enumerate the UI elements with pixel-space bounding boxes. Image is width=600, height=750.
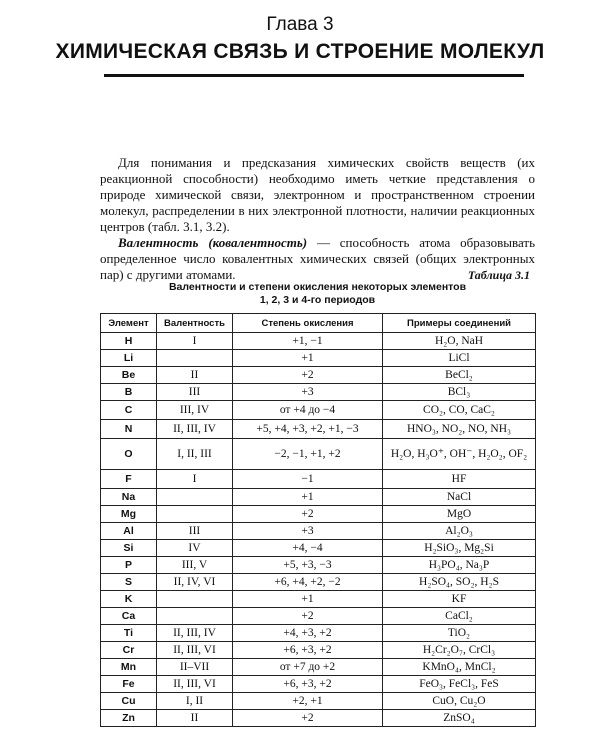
cell-valence (157, 591, 233, 608)
cell-examples: TiO₂ (383, 625, 536, 642)
cell-element: Li (101, 350, 157, 367)
cell-examples: H₂Cr₂O₇, CrCl₃ (383, 642, 536, 659)
chapter-number: Глава 3 (266, 14, 334, 35)
valence-table (100, 313, 536, 727)
cell-valence: I, II (157, 693, 233, 710)
cell-examples: NaCl (383, 489, 536, 506)
table-row (101, 659, 536, 676)
table-caption-line: Валентности и степени окисления некоторых элементов (168, 281, 467, 293)
cell-valence: III, V (157, 557, 233, 574)
cell-examples: CO₂, CO, CaC₂ (383, 401, 536, 420)
table-row (101, 439, 536, 470)
cell-oxidation-state: +2 (233, 367, 383, 384)
cell-examples: KF (383, 591, 536, 608)
table-row (101, 574, 536, 591)
cell-valence: III, IV (157, 401, 233, 420)
cell-oxidation-state: +3 (233, 523, 383, 540)
intro-paragraph: Для понимания и предсказания химических свойств веществ (их реакционной способности) необходимо иметь четкие представления о природе химической связи, электронном и пространственном строении молекул, распределении в них электронной плотности, наличии реакционных центров (табл. 3.1, 3.2). (100, 155, 535, 234)
cell-examples: LiCl (383, 350, 536, 367)
cell-valence: II, III, VI (157, 642, 233, 659)
table-row (101, 401, 536, 420)
cell-oxidation-state: +2, +1 (233, 693, 383, 710)
cell-examples: CaCl₂ (383, 608, 536, 625)
cell-oxidation-state: +6, +3, +2 (233, 676, 383, 693)
cell-examples: H₂O, H₃O⁺, OH⁻, H₂O₂, OF₂ (383, 439, 536, 470)
cell-examples: Al₂O₃ (383, 523, 536, 540)
cell-oxidation-state: +1 (233, 591, 383, 608)
cell-oxidation-state: от +4 до −4 (233, 401, 383, 420)
table-row (101, 608, 536, 625)
table-row (101, 642, 536, 659)
table-row (101, 420, 536, 439)
table-row (101, 693, 536, 710)
valence-term: Валентность (ковалентность) (118, 235, 308, 250)
cell-element: Cr (101, 642, 157, 659)
cell-element: C (101, 401, 157, 420)
cell-valence: I (157, 470, 233, 489)
cell-oxidation-state: +2 (233, 506, 383, 523)
cell-element: O (101, 439, 157, 470)
cell-valence: I (157, 333, 233, 350)
cell-oxidation-state: +5, +4, +3, +2, +1, −3 (233, 420, 383, 439)
cell-oxidation-state: +2 (233, 710, 383, 727)
cell-examples: HNO₃, NO₂, NO, NH₃ (383, 420, 536, 439)
table-label: Таблица 3.1 (467, 268, 530, 282)
cell-oxidation-state: +1, −1 (233, 333, 383, 350)
cell-oxidation-state: +6, +4, +2, −2 (233, 574, 383, 591)
cell-element: Zn (101, 710, 157, 727)
cell-oxidation-state: +1 (233, 489, 383, 506)
cell-examples: HF (383, 470, 536, 489)
table-row (101, 676, 536, 693)
cell-element: N (101, 420, 157, 439)
cell-element: F (101, 470, 157, 489)
valence-definition-text: — способность атома образовывать определенное число ковалентных химических связей (общих электронных пар) с другими атомами. (100, 235, 535, 282)
cell-examples: FeO₃, FeCl₃, FeS (383, 676, 536, 693)
cell-examples: H₂O, NaH (383, 333, 536, 350)
table-header-row (101, 314, 536, 333)
table-row (101, 523, 536, 540)
cell-valence: II, III, IV (157, 625, 233, 642)
cell-oxidation-state: +6, +3, +2 (233, 642, 383, 659)
cell-valence: II–VII (157, 659, 233, 676)
table-row (101, 591, 536, 608)
table-caption (100, 281, 535, 307)
cell-element: K (101, 591, 157, 608)
cell-valence: II (157, 710, 233, 727)
cell-element: Mg (101, 506, 157, 523)
cell-examples: BCl₃ (383, 384, 536, 401)
cell-oxidation-state: +4, −4 (233, 540, 383, 557)
cell-element: Ca (101, 608, 157, 625)
cell-valence: I, II, III (157, 439, 233, 470)
cell-element: Fe (101, 676, 157, 693)
cell-examples: H₂SO₄, SO₂, H₂S (383, 574, 536, 591)
header-oxidation-state: Степень окисления (233, 314, 383, 333)
table-row (101, 625, 536, 642)
cell-valence: II (157, 367, 233, 384)
header-examples: Примеры соединений (383, 314, 536, 333)
cell-examples: BeCl₂ (383, 367, 536, 384)
cell-element: Be (101, 367, 157, 384)
cell-valence: II, III, VI (157, 676, 233, 693)
intro-text (100, 155, 535, 283)
cell-oxidation-state: +3 (233, 384, 383, 401)
table-row (101, 489, 536, 506)
cell-examples: CuO, Cu₂O (383, 693, 536, 710)
cell-valence: III (157, 384, 233, 401)
cell-valence: II, III, IV (157, 420, 233, 439)
table-row (101, 540, 536, 557)
cell-examples: H₂SiO₃, Mg₂Si (383, 540, 536, 557)
table-row (101, 557, 536, 574)
cell-examples: KMnO₄, MnCl₂ (383, 659, 536, 676)
cell-element: B (101, 384, 157, 401)
cell-oxidation-state: −2, −1, +1, +2 (233, 439, 383, 470)
title-underline (104, 74, 524, 77)
cell-valence (157, 489, 233, 506)
cell-examples: MgO (383, 506, 536, 523)
cell-oxidation-state: −1 (233, 470, 383, 489)
cell-oxidation-state: от +7 до +2 (233, 659, 383, 676)
cell-element: Cu (101, 693, 157, 710)
cell-oxidation-state: +2 (233, 608, 383, 625)
chapter-title: ХИМИЧЕСКАЯ СВЯЗЬ И СТРОЕНИЕ МОЛЕКУЛ (55, 40, 545, 63)
cell-valence: III (157, 523, 233, 540)
table-row (101, 384, 536, 401)
header-valence: Валентность (157, 314, 233, 333)
cell-examples: H₃PO₄, Na₃P (383, 557, 536, 574)
header-element: Элемент (101, 314, 157, 333)
table-row (101, 710, 536, 727)
cell-element: Mn (101, 659, 157, 676)
cell-examples: ZnSO₄ (383, 710, 536, 727)
table-row (101, 350, 536, 367)
cell-valence (157, 506, 233, 523)
cell-element: P (101, 557, 157, 574)
table-row (101, 470, 536, 489)
table-body (101, 333, 536, 727)
cell-element: Na (101, 489, 157, 506)
cell-element: Ti (101, 625, 157, 642)
cell-element: S (101, 574, 157, 591)
cell-valence (157, 350, 233, 367)
cell-oxidation-state: +5, +3, −3 (233, 557, 383, 574)
cell-element: Si (101, 540, 157, 557)
cell-element: H (101, 333, 157, 350)
table-caption-line: 1, 2, 3 и 4-го периодов (259, 294, 376, 306)
cell-valence: IV (157, 540, 233, 557)
table-row (101, 367, 536, 384)
cell-oxidation-state: +4, +3, +2 (233, 625, 383, 642)
cell-element: Al (101, 523, 157, 540)
table-row (101, 506, 536, 523)
cell-valence: II, IV, VI (157, 574, 233, 591)
cell-oxidation-state: +1 (233, 350, 383, 367)
table-row (101, 333, 536, 350)
cell-valence (157, 608, 233, 625)
